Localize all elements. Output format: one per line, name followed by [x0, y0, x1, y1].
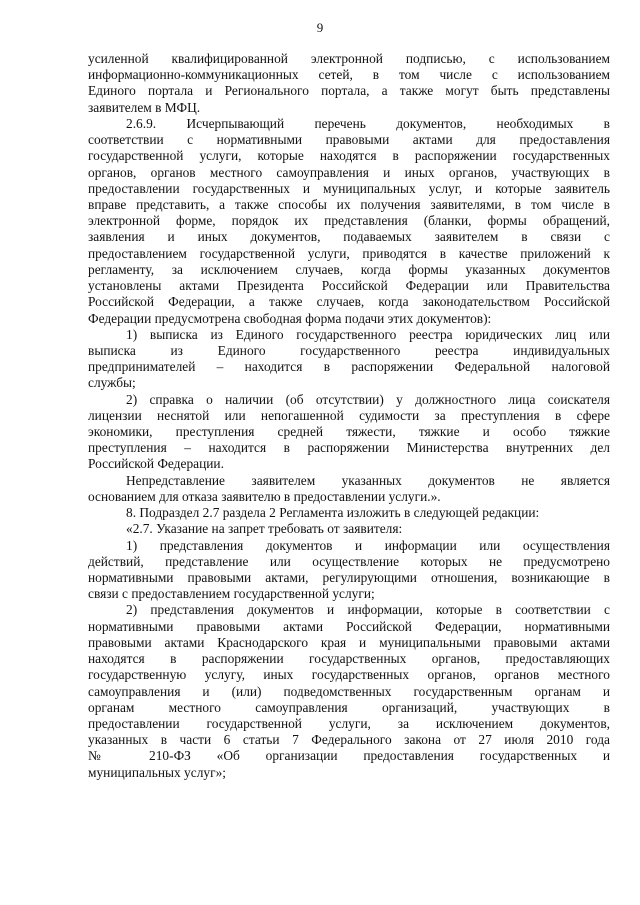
text-line: находятся в распоряжении государственных органов, предоставляющих	[88, 651, 610, 667]
text-line: предоставлением государственной услуги, приводятся в качестве приложений к	[88, 245, 610, 261]
text-line: № 210-ФЗ «Об организации предоставления государственных и	[88, 748, 610, 764]
text-line: службы;	[88, 375, 136, 391]
text-line: выписка из Единого государственного реестра индивидуальных	[88, 342, 610, 358]
text-line: 8. Подраздел 2.7 раздела 2 Регламента изложить в следующей редакции:	[126, 505, 540, 521]
document-body	[88, 51, 610, 781]
text-line: электронной форме, порядок их представления (бланки, формы обращений,	[88, 213, 610, 229]
text-line: заявителем в МФЦ.	[88, 99, 201, 115]
text-line: 2.6.9. Исчерпывающий перечень документов, необходимых в	[126, 115, 610, 131]
text-line: информационно-коммуникационных сетей, в том числе с использованием	[88, 67, 610, 83]
text-line: предоставлении государственных и муниципальных услуг, и которые заявитель	[88, 180, 610, 196]
text-line: Российской Федерации.	[88, 456, 224, 472]
text-line: государственную услугу, иных государственных органов, органов местного	[88, 667, 610, 683]
text-line: экономики, преступления средней тяжести, тяжкие и особо тяжкие	[88, 424, 610, 440]
text-line: государственной услуги, которые находятся в распоряжении государственных	[88, 148, 610, 164]
text-line: органам местного самоуправления организаций, участвующих в	[88, 699, 610, 715]
text-line: Единого портала и Регионального портала, а также могут быть представлены	[88, 83, 610, 99]
text-line: самоуправления и (или) подведомственных государственным органам и	[88, 683, 610, 699]
text-line: действий, представление или осуществление которых не предусмотрено	[88, 553, 610, 569]
text-line: муниципальных услуг»;	[88, 764, 226, 780]
text-line: указанных в части 6 статьи 7 Федерального закона от 27 июля 2010 года	[88, 732, 610, 748]
text-line: связи с предоставлением государственной услуги;	[88, 586, 375, 602]
text-line: правовыми актами Краснодарского края и муниципальными правовыми актами	[88, 634, 610, 650]
text-line: органов, органов местного самоуправления и иных органов, участвующих в	[88, 164, 610, 180]
text-line: основанием для отказа заявителю в предоставлении услуги.».	[88, 488, 441, 504]
text-line: заявления и иных документов, подаваемых заявителем в связи с	[88, 229, 610, 245]
text-line: лицензии неснятой или непогашенной судимости за преступления в сфере	[88, 407, 610, 423]
text-line: предоставлении государственной услуги, за исключением документов,	[88, 715, 610, 731]
text-line: вправе представить, а также способы их получения заявителями, в том числе в	[88, 196, 610, 212]
page-number: 9	[316, 20, 324, 35]
text-line: нормативными правовыми актами, регулирующими отношения, возникающие в	[88, 570, 610, 585]
text-line: Российской Федерации, а также случаев, когда законодательством Российской	[88, 294, 610, 310]
text-line: 2) представления документов и информации, которые в соответствии с	[126, 602, 610, 618]
text-line: Непредставление заявителем указанных документов не является	[126, 472, 610, 488]
text-line: регламенту, за исключением случаев, когда формы указанных документов	[88, 261, 610, 277]
text-line: преступления – находится в распоряжении Министерства внутренних дел	[88, 440, 610, 456]
text-line: установлены актами Президента Российской Федерации или Правительства	[88, 278, 610, 294]
text-line: «2.7. Указание на запрет требовать от заявителя:	[126, 521, 403, 537]
text-line: 1) представления документов и информации или осуществления	[126, 537, 610, 553]
text-line: нормативными правовыми актами Российской Федерации, нормативными	[88, 618, 610, 634]
text-line: 2) справка о наличии (об отсутствии) у должностного лица соискателя	[126, 391, 610, 407]
text-line: Федерации предусмотрена свободная форма подачи этих документов):	[88, 310, 492, 326]
text-line: предпринимателей – находится в распоряжении Федеральной налоговой	[88, 359, 610, 375]
text-line: усиленной квалифицированной электронной подписью, с использованием	[88, 51, 610, 66]
text-line: 1) выписка из Единого государственного реестра юридических лиц или	[126, 326, 610, 342]
text-line: соответствии с нормативными правовыми актами для предоставления	[88, 132, 610, 148]
